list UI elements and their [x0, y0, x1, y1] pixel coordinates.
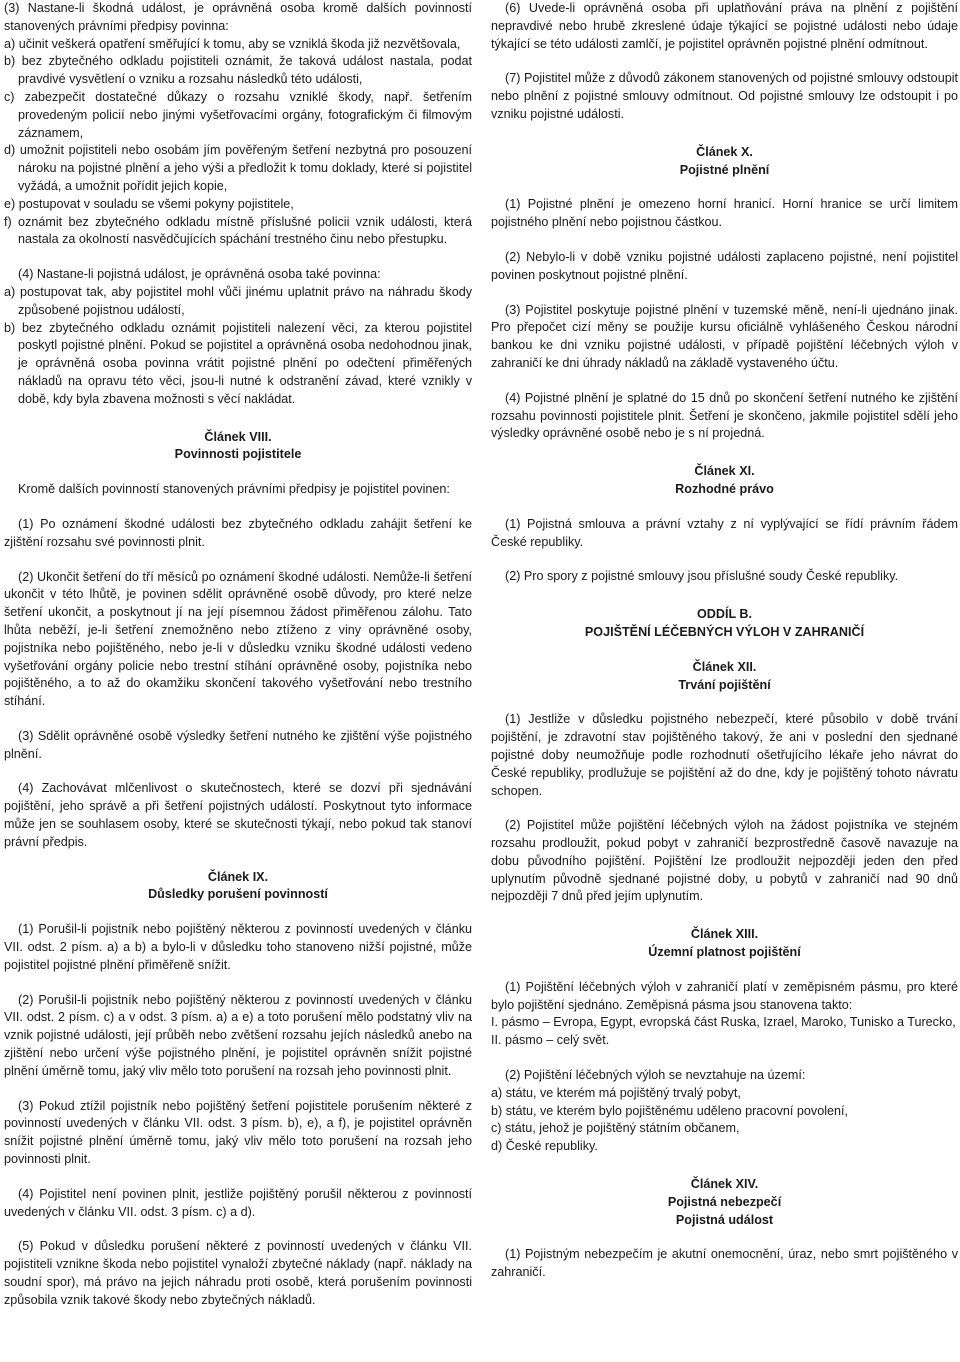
article-title: Pojistná nebezpečí — [667, 1194, 782, 1209]
section-number: ODDÍL B. — [696, 607, 753, 622]
paragraph: (7) Pojistitel může z důvodů zákonem stanovených od pojistné smlouvy odstoupit nebo plnění z pojistné smlouvy odmítnout. Od pojistné smlouvy lze odstoupit i po vzniku pojistné události. — [491, 71, 958, 121]
paragraph: (2) Pojištění léčebných výloh se nevztahuje na území: — [505, 1068, 806, 1083]
list-item: d) umožnit pojistiteli nebo osobám jím pověřeným šetření nezbytná pro posouzení nároku na pojistné plnění a jeho výši a předložit k tomu doklady, které si pojistitel vyžádá, a umožnit pořídit jejich kopie, — [4, 143, 472, 193]
article-title: Důsledky porušení povinností — [148, 887, 328, 902]
article-title: Povinnosti pojistitele — [174, 447, 302, 462]
paragraph: (1) Jestliže v důsledku pojistného nebezpečí, které působilo v době trvání pojištění, je zdravotní stav pojištěného takový, že ani v poslední den sjednané pojistné doby neumožňuje podle rozhodnutí ošetřujícího lékaře jeho návrat do České republiky, prodlužuje se pojištění až do dne, kdy je pojištěný tohoto návratu schopen. — [491, 712, 958, 798]
list-item: e) postupovat v souladu se všemi pokyny pojistitele, — [4, 196, 294, 211]
paragraph: (3) Pokud ztížil pojistník nebo pojištěný šetření pojistitele porušením některé z povinností uvedených v článku VII. odst. 3 písm. b), e), a f), je pojistitel oprávněn snížit pojistné plnění úměrně tomu, jaký vliv mělo toto porušení na rozsah jeho povinnosti plnit. — [4, 1098, 472, 1167]
paragraph: (4) Pojistitel není povinen plnit, jestliže pojištěný porušil některou z povinností uvedených v článku VII. odst. 3 písm. c) a d). — [4, 1186, 472, 1219]
article-number: Článek XII. — [692, 659, 757, 674]
paragraph: (2) Pro spory z pojistné smlouvy jsou příslušné soudy České republiky. — [505, 569, 899, 584]
paragraph: (4) Nastane-li pojistná událost, je oprávněná osoba také povinna: — [18, 267, 381, 282]
paragraph: (2) Porušil-li pojistník nebo pojištěný některou z povinností uvedených v článku VII. odst. 2 písm. c) a v odst. 3 písm. a) a e) a toto porušení mělo podstatný vliv na vznik pojistné události, její průběh nebo zvětšení rozsahu jejích následků anebo na zjištění nebo určení výše pojistného plnění, je pojistitel oprávněn snížit pojistné plnění úměrně tomu, jaký vliv mělo toto porušení na rozsah jeho povinnosti plnit. — [4, 992, 472, 1078]
paragraph: (1) Porušil-li pojistník nebo pojištěný některou z povinností uvedených v článku VII. odst. 2 písm. a) a b) a bylo-li v důsledku toho stanoveno nižší pojistné, může pojistitel pojistné plnění přiměřeně snížit. — [4, 922, 472, 972]
paragraph: (1) Pojistné plnění je omezeno horní hranicí. Horní hranice se určí limitem pojistného plnění nebo pojistnou částkou. — [491, 197, 958, 230]
list-item: II. pásmo – celý svět. — [491, 1033, 610, 1048]
article-title: Rozhodné právo — [675, 481, 774, 496]
left-column — [4, 0, 472, 1310]
list-item: a) státu, ve kterém má pojištěný trvalý pobyt, — [491, 1085, 741, 1100]
paragraph: (1) Po oznámení škodné události bez zbytečného odkladu zahájit šetření ke zjištění rozsahu své povinnosti plnit. — [4, 516, 472, 549]
paragraph: (3) Nastane-li škodná událost, je oprávněná osoba kromě dalších povinností stanovených právními předpisy povinna: — [4, 1, 472, 33]
list-item: c) zabezpečit dostatečné důkazy o rozsahu vzniklé škody, např. šetřením provedeným policií nebo jinými vyšetřovacími orgány, fotografickým či filmovým záznamem, — [4, 89, 472, 140]
article-title: Územní platnost pojištění — [648, 945, 801, 960]
list-item: d) České republiky. — [491, 1139, 598, 1154]
list-item: b) bez zbytečného odkladu oznámit pojistiteli nalezení věci, za kterou pojistitel poskytl pojistné plnění. Pokud se pojistitel a oprávněná osoba nedohodnou jinak, je oprávněná osoba povinna vrátit pojistné plnění po odečtení přiměřených nákladů na opravu této věci, jsou-li nutné k odstranění závad, které vznikly v době, kdy byla zbavena možnosti s věcí nakládat. — [4, 320, 472, 406]
article-title: Pojistné plnění — [679, 162, 770, 177]
article-title: Pojistná událost — [675, 1212, 774, 1227]
paragraph: (3) Pojistitel poskytuje pojistné plnění v tuzemské měně, není-li ujednáno jinak. Pro přepočet cizí měny se použije kursu oficiálně vyhlášeného Českou národní bankou ke dni vzniku pojistné události, v případě pojištění léčebných výloh v zahraničí ke dni úhrady nákladů na základě vystaveného účtu. — [491, 302, 958, 370]
paragraph: (4) Pojistné plnění je splatné do 15 dnů po skončení šetření nutného ke zjištění rozsahu povinnosti pojistitele plnit. Šetření je skončeno, jakmile pojistitel sdělí jeho výsledky oprávněné osobě nebo je s ní projedná. — [491, 390, 958, 441]
article-number: Článek XIII. — [690, 927, 759, 942]
article-number: Článek X. — [696, 144, 753, 159]
article-title: Trvání pojištění — [678, 677, 771, 692]
list-item: I. pásmo – Evropa, Egypt, evropská část Ruska, Izrael, Maroko, Tunisko a Turecko, — [491, 1015, 956, 1030]
paragraph: (1) Pojistná smlouva a právní vztahy z ní vyplývající se řídí právním řádem České republiky. — [491, 516, 958, 549]
paragraph: (4) Zachovávat mlčenlivost o skutečnostech, které se dozví při sjednávání pojištění, jeho správě a při šetření pojistných událostí. Poskytnout tyto informace může jen se souhlasem osoby, které se skutečnosti týkají, nebo pokud tak stanoví právní předpis. — [4, 781, 472, 849]
list-item: b) bez zbytečného odkladu pojistiteli oznámit, že taková událost nastala, podat pravdivé vysvětlení o vzniku a rozsahu následků této události, — [4, 54, 472, 87]
paragraph: (1) Pojistným nebezpečím je akutní onemocnění, úraz, nebo smrt pojištěného v zahraničí. — [491, 1247, 958, 1280]
paragraph: (6) Uvede-li oprávněná osoba při uplatňování práva na plnění z pojištění nepravdivé nebo hrubě zkreslené údaje týkající se pojistné události nebo údaje týkající se této události zamlčí, je pojistitel oprávněn pojistné plnění odmítnout. — [491, 1, 958, 51]
article-number: Článek IX. — [207, 869, 269, 884]
list-item: a) postupovat tak, aby pojistitel mohl vůči jinému uplatnit právo na náhradu škody způsobené pojistnou událostí, — [4, 284, 472, 317]
right-column — [491, 0, 958, 1282]
paragraph: (1) Pojištění léčebných výloh v zahraničí platí v zeměpisném pásmu, pro které bylo pojištění sjednáno. Zeměpisná pásma jsou stanovena takto: — [491, 979, 958, 1012]
list-item: a) učinit veškerá opatření směřující k tomu, aby se vzniklá škoda již nezvětšovala, — [4, 36, 461, 51]
list-item: c) státu, jehož je pojištěný státním občanem, — [491, 1121, 740, 1136]
paragraph: (2) Pojistitel může pojištění léčebných výloh na žádost pojistníka ve stejném rozsahu prodloužit, pokud pobyt v zahraničí bezprostředně časově navazuje na dobu původního pojištění. Pojištění lze prodloužit nejpozději jeden den před uplynutím původně sjednané pojistné doby, u pobytů v zahraničí nad 90 dnů nejpozději 7 dnů před jejím uplynutím. — [491, 818, 958, 904]
paragraph: Kromě dalších povinností stanovených právními předpisy je pojistitel povinen: — [18, 482, 450, 497]
paragraph: (2) Ukončit šetření do tří měsíců po oznámení škodné události. Nemůže-li šetření ukončit v této lhůtě, je povinen sdělit oprávněné osobě důvody, pro které nelze šetření ukončit, a poskytnout jí na její písemnou žádost přiměřenou zálohu. Tato lhůta neběží, je-li šetření znemožněno nebo ztíženo z viny oprávněné osoby, pojistníka nebo pojištěného, nebo je-li v důsledku vzniku škodné události vedeno vyšetřování orgány policie nebo trestní stíhání oprávněné osoby, pojistníka nebo pojištěného, a to až do okamžiku skončení takového vyšetřování nebo trestního stíhání. — [4, 569, 472, 709]
article-number: Článek XI. — [694, 464, 755, 479]
paragraph: (2) Nebylo-li v době vzniku pojistné události zaplaceno pojistné, není pojistitel povinen poskytnout pojistné plnění. — [491, 249, 958, 282]
list-item: f) oznámit bez zbytečného odkladu místně příslušné policii vznik události, která nastala za okolností nasvědčujících spáchání trestného činu nebo přestupku. — [4, 214, 472, 247]
list-item: b) státu, ve kterém bylo pojištěnému uděleno pracovní povolení, — [491, 1103, 849, 1118]
section-title: POJIŠTĚNÍ LÉČEBNÝCH VÝLOH V ZAHRANIČÍ — [584, 624, 865, 639]
article-number: Článek XIV. — [690, 1177, 759, 1192]
article-number: Článek VIII. — [204, 429, 272, 444]
paragraph: (3) Sdělit oprávněné osobě výsledky šetření nutného ke zjištění výše pojistného plnění. — [4, 728, 472, 761]
paragraph: (5) Pokud v důsledku porušení některé z povinností uvedených v článku VII. pojistiteli vznikne škoda nebo pojistitel vynaloží zbytečné náklady (např. náklady na soudní spor), má právo na jejich náhradu proti osobě, která porušením povinnosti způsobila vznik takové škody nebo zbytečných nákladů. — [4, 1239, 472, 1307]
